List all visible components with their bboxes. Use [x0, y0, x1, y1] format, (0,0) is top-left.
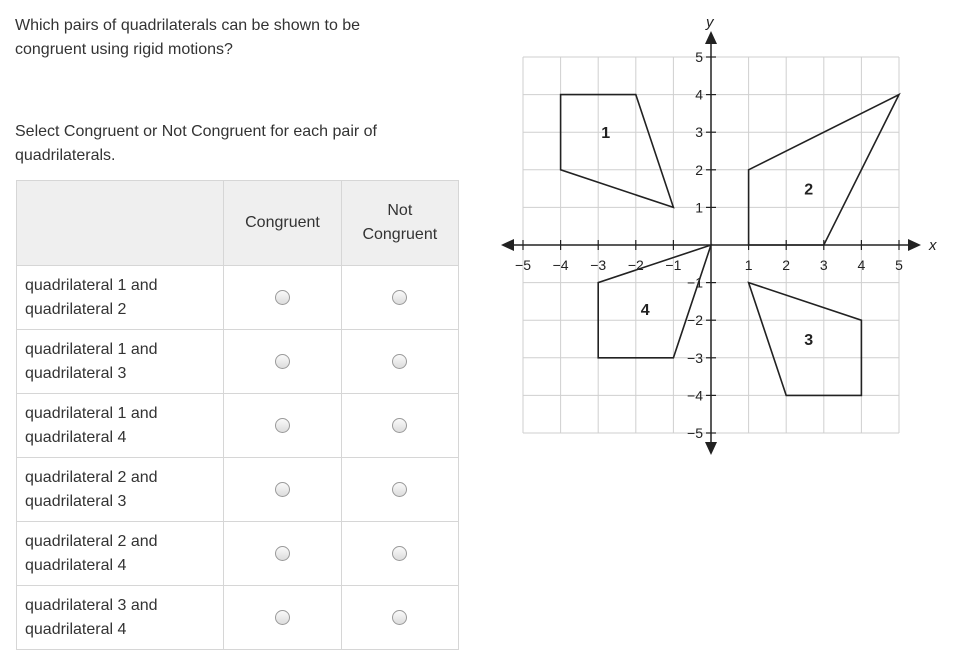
row-label-line2: quadrilateral 4	[25, 428, 127, 446]
cell-not-congruent	[341, 458, 458, 522]
radio-congruent-1-2[interactable]	[275, 290, 290, 305]
x-axis-label: x	[929, 237, 937, 254]
radio-congruent-1-4[interactable]	[275, 418, 290, 433]
cell-congruent	[224, 522, 341, 586]
row-label	[17, 394, 224, 458]
x-tick-label: −2	[627, 257, 644, 273]
row-label-line1: quadrilateral 1 and	[25, 340, 158, 358]
row-label-line1: quadrilateral 3 and	[25, 596, 158, 614]
x-tick-label: 1	[744, 257, 753, 273]
radio-not-congruent-1-3[interactable]	[392, 354, 407, 369]
quadrilateral-3-label: 3	[804, 332, 814, 349]
cell-congruent	[224, 266, 341, 330]
x-tick-label: −4	[552, 257, 569, 273]
radio-not-congruent-2-4[interactable]	[392, 546, 407, 561]
answer-table	[16, 180, 459, 650]
radio-not-congruent-2-3[interactable]	[392, 482, 407, 497]
cell-not-congruent	[341, 522, 458, 586]
table-row-1-4	[17, 394, 459, 458]
row-label-line2: quadrilateral 4	[25, 620, 127, 638]
x-tick-label: −1	[665, 257, 682, 273]
row-label-line2: quadrilateral 2	[25, 300, 127, 318]
row-label-line1: quadrilateral 2 and	[25, 468, 158, 486]
radio-not-congruent-1-4[interactable]	[392, 418, 407, 433]
quadrilateral-2-label: 2	[804, 181, 814, 199]
y-tick-label: −4	[687, 387, 703, 404]
y-tick-label: 3	[695, 124, 703, 141]
cell-not-congruent	[341, 394, 458, 458]
y-tick-label: 5	[695, 49, 703, 65]
header-empty-cell	[17, 181, 224, 266]
header-not-congruent-line1: Not	[387, 202, 413, 219]
row-label	[17, 586, 224, 650]
table-row-2-3	[17, 458, 459, 522]
row-label-line1: quadrilateral 1 and	[25, 404, 158, 422]
table-row-1-2	[17, 266, 459, 330]
cell-not-congruent	[341, 586, 458, 650]
row-label-line1: quadrilateral 1 and	[25, 276, 158, 294]
radio-congruent-3-4[interactable]	[275, 610, 290, 625]
y-axis-label: y	[706, 14, 714, 31]
radio-congruent-2-3[interactable]	[275, 482, 290, 497]
row-label	[17, 266, 224, 330]
x-axis-right-arrow-icon	[908, 239, 921, 251]
cell-congruent	[224, 330, 341, 394]
x-tick-label: 3	[819, 257, 828, 273]
cell-congruent	[224, 586, 341, 650]
row-label	[17, 522, 224, 586]
quadrilateral-4-label: 4	[640, 301, 650, 319]
row-label-line1: quadrilateral 2 and	[25, 532, 158, 550]
row-label	[17, 330, 224, 394]
radio-congruent-2-4[interactable]	[275, 546, 290, 561]
radio-not-congruent-1-2[interactable]	[392, 290, 407, 305]
y-axis-down-arrow-icon	[705, 442, 717, 455]
y-tick-label: 4	[695, 86, 703, 103]
y-tick-label: −3	[687, 349, 703, 366]
x-tick-label: −5	[515, 257, 531, 273]
quadrilateral-1-label: 1	[601, 125, 611, 143]
y-tick-label: 1	[695, 199, 703, 216]
header-not-congruent	[341, 181, 458, 266]
radio-not-congruent-3-4[interactable]	[392, 610, 407, 625]
table-row-2-4	[17, 522, 459, 586]
cell-congruent	[224, 458, 341, 522]
y-tick-label: 2	[695, 161, 703, 178]
y-tick-label: −2	[687, 312, 703, 329]
x-tick-label: −3	[590, 257, 607, 273]
header-congruent: Congruent	[224, 181, 341, 266]
y-axis-up-arrow-icon	[705, 31, 717, 44]
cell-congruent	[224, 394, 341, 458]
y-tick-label: −5	[687, 425, 703, 441]
x-tick-label: 4	[857, 257, 866, 273]
x-tick-label: 2	[782, 257, 791, 273]
question-text: Which pairs of quadrilaterals can be shown to be congruent using rigid motions?	[15, 17, 361, 58]
quadrilateral-4	[598, 245, 711, 358]
header-not-congruent-line2: Congruent	[362, 226, 438, 243]
cell-not-congruent	[341, 330, 458, 394]
row-label-line2: quadrilateral 3	[25, 492, 127, 510]
table-row-3-4	[17, 586, 459, 650]
x-tick-label: 5	[895, 257, 903, 273]
row-label-line2: quadrilateral 4	[25, 556, 127, 574]
coordinate-plane	[490, 0, 953, 470]
radio-congruent-1-3[interactable]	[275, 354, 290, 369]
cell-not-congruent	[341, 266, 458, 330]
instruction-text: Select Congruent or Not Congruent for each pair of quadrilaterals.	[15, 123, 377, 164]
y-tick-label: −1	[687, 274, 703, 291]
row-label-line2: quadrilateral 3	[25, 364, 127, 382]
x-axis-left-arrow-icon	[501, 239, 514, 251]
table-header-row	[17, 181, 459, 266]
quadrilateral-1	[561, 95, 674, 208]
row-label	[17, 458, 224, 522]
table-row-1-3	[17, 330, 459, 394]
